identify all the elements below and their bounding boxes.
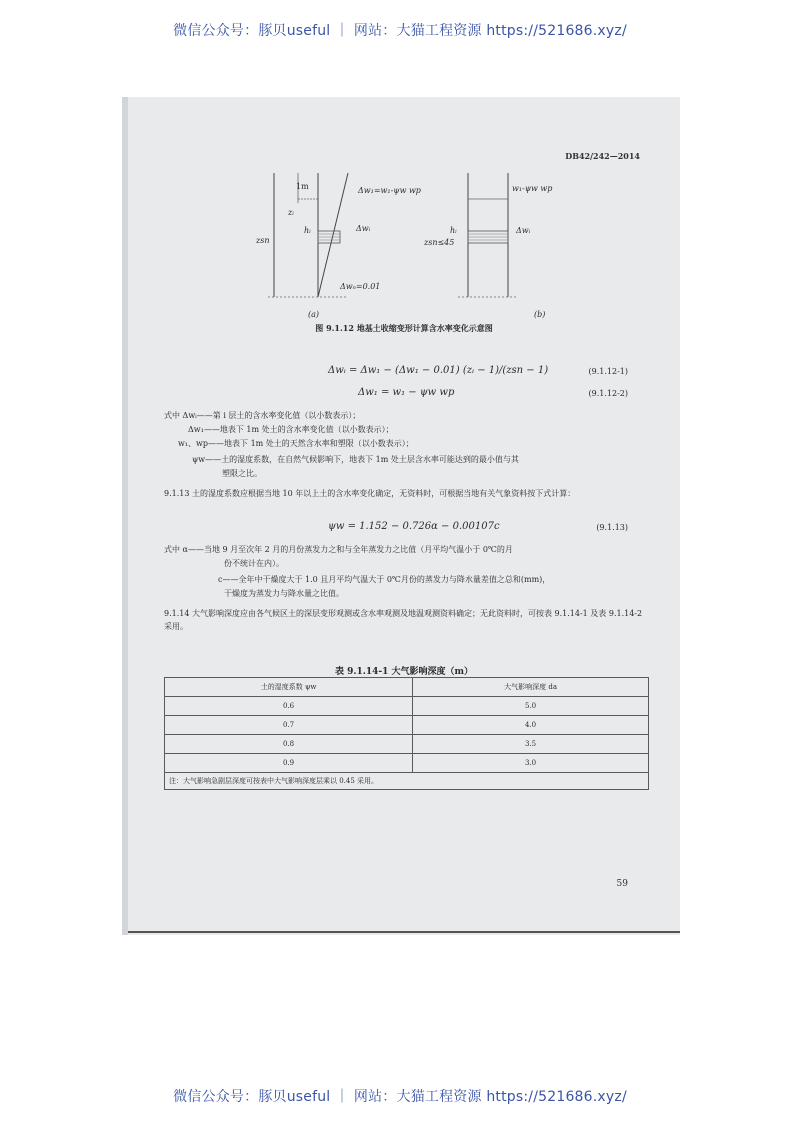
watermark-bottom: 微信公众号：豚贝useful ｜ 网站：大猫工程资源 https://521686.xyz/ (173, 1089, 627, 1105)
label-hi: hᵢ (304, 226, 311, 235)
table-cell: 0.6 (165, 697, 413, 716)
label-b: (b) (534, 310, 546, 319)
table-row (165, 697, 649, 716)
label-dwi-b: Δwᵢ (516, 226, 531, 235)
definition-c-cont: 干燥度为蒸发力与降水量之比值。 (224, 589, 344, 598)
label-b-top: w₁-ψw wp (512, 184, 553, 193)
table-cell: 0.8 (165, 735, 413, 754)
definition-alpha-cont: 份不统计在内）。 (224, 559, 284, 568)
definition-2: Δw₁——地表下 1m 处土的含水率变化值（以小数表示）； (188, 425, 394, 434)
clause-9-1-14: 9.1.14 大气影响深度应由各气候区土的深层变形观测或含水率观测及地温观测资料确定；无此资料时，可按表 9.1.14-1 及表 9.1.14-2 采用。 (164, 609, 643, 631)
standard-code: DB42/242—2014 (565, 151, 640, 161)
clause-9-1-13: 9.1.13 土的湿度系数应根据当地 10 年以上土的含水率变化确定，无资料时，可根据当地有关气象资料按下式计算： (164, 489, 576, 498)
definition-alpha: 式中 α——当地 9 月至次年 2 月的月份蒸发力之和与全年蒸发力之比值（月平均气温小于 0℃的月 (164, 545, 513, 554)
table-cell: 5.0 (413, 697, 649, 716)
equation-1: Δwᵢ = Δw₁ − (Δw₁ − 0.01) (zᵢ − 1)/(zsn − 1) (328, 365, 549, 376)
equation-2-number: (9.1.12-2) (588, 389, 628, 398)
atmospheric-depth-table (164, 677, 649, 790)
equation-3-number: (9.1.13) (596, 523, 628, 532)
table-note-row (165, 773, 649, 790)
equation-1-number: (9.1.12-1) (588, 367, 628, 376)
label-zi: zᵢ (288, 208, 294, 217)
label-dw1: Δw₁=w₁-ψw wp (358, 186, 421, 195)
table-header: 土的湿度系数 ψw (165, 678, 413, 697)
figure-caption: 图 9.1.12 地基土收缩变形计算含水率变化示意图 (315, 323, 493, 333)
label-1m: 1m (296, 182, 309, 191)
label-hi-b: hᵢ (450, 226, 457, 235)
table-cell: 3.0 (413, 754, 649, 773)
table-cell: 3.5 (413, 735, 649, 754)
definition-1: 式中 Δwᵢ——第 i 层土的含水率变化值（以小数表示）； (164, 411, 361, 420)
definition-4-cont: 塑限之比。 (222, 469, 262, 478)
table-title: 表 9.1.14-1 大气影响深度（m） (334, 667, 474, 677)
definition-4: ψw——土的湿度系数，在自然气候影响下，地表下 1m 处土层含水率可能达到的最小值与其 (192, 455, 519, 464)
table-cell: 4.0 (413, 716, 649, 735)
watermark-top: 微信公众号：豚贝useful ｜ 网站：大猫工程资源 https://521686.xyz/ (173, 23, 627, 39)
table-row (165, 735, 649, 754)
scanned-page (122, 97, 680, 935)
definition-c: c——全年中干燥度大于 1.0 且月平均气温大于 0℃月份的蒸发力与降水量差值之总和(mm)， (218, 575, 551, 584)
table-note: 注：大气影响急剧层深度可按表中大气影响深度层乘以 0.45 采用。 (165, 773, 649, 790)
table-row (165, 754, 649, 773)
table-cell: 0.7 (165, 716, 413, 735)
page-bottom-rule (128, 931, 680, 933)
label-dwi-a: Δwᵢ (356, 224, 371, 233)
equation-3: ψw = 1.152 − 0.726α − 0.00107c (328, 521, 500, 532)
table-cell: 0.9 (165, 754, 413, 773)
page-number: 59 (616, 879, 628, 889)
equation-2: Δw₁ = w₁ − ψw wp (358, 387, 455, 398)
table-row (165, 716, 649, 735)
label-zsn-b: zsn≤45 (424, 238, 455, 247)
definition-3: w₁、wp——地表下 1m 处土的天然含水率和塑限（以小数表示）； (178, 439, 414, 448)
label-dwn: Δwₙ=0.01 (340, 282, 381, 291)
label-zsn-a: zsn (256, 236, 270, 245)
table-header: 大气影响深度 da (413, 678, 649, 697)
label-a: (a) (308, 310, 320, 319)
table-header-row (165, 678, 649, 697)
